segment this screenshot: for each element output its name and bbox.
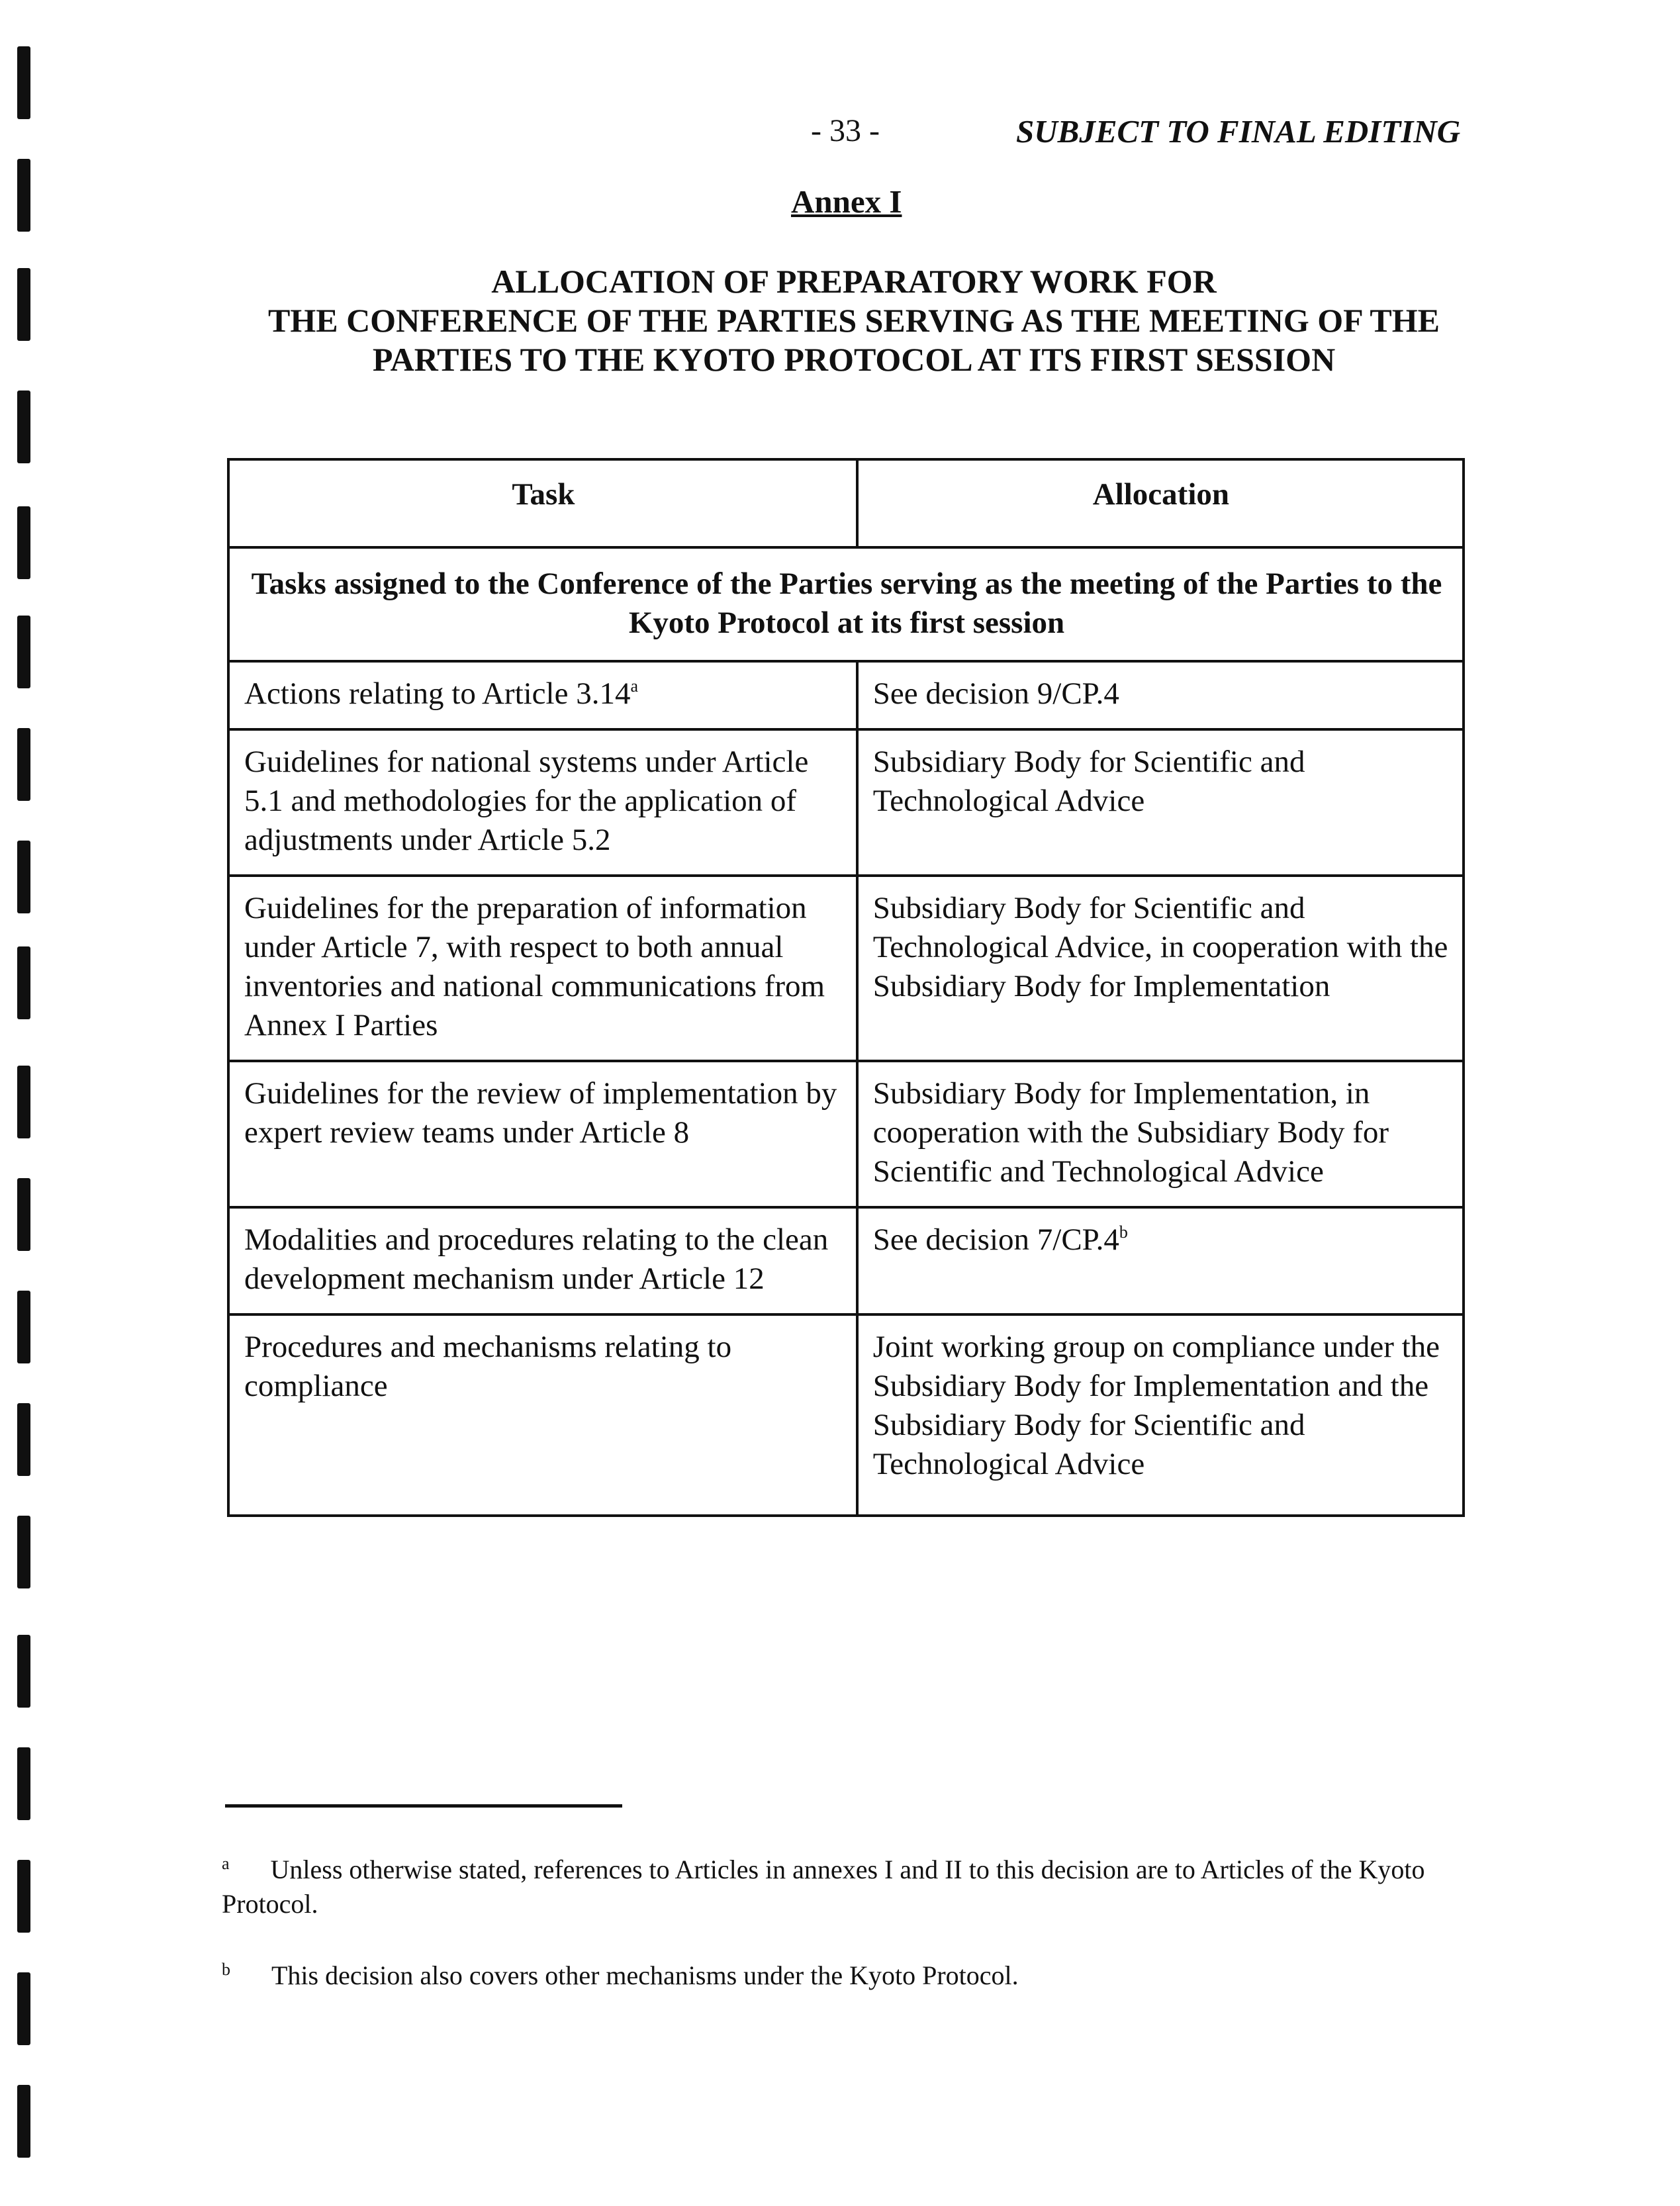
- table-row: [228, 1207, 1464, 1314]
- task-text: Guidelines for the review of implementation by expert review teams under Article 8: [244, 1076, 837, 1150]
- table-row: [228, 1314, 1464, 1516]
- allocation-text: See decision 7/CP.4: [872, 1222, 1119, 1257]
- allocation-text: Subsidiary Body for Implementation, in cooperation with the Subsidiary Body for Scientific and Technological Advice: [872, 1076, 1389, 1189]
- column-header-task: Task: [228, 459, 857, 547]
- task-text: Guidelines for national systems under Article 5.1 and methodologies for the application of adjustments under Article 5.2: [244, 745, 809, 857]
- title-line: ALLOCATION OF PREPARATORY WORK FOR: [491, 263, 1217, 300]
- allocation-cell: [857, 1061, 1464, 1207]
- footnote: [222, 1953, 1446, 1993]
- task-text: Modalities and procedures relating to the clean development mechanism under Article 12: [244, 1222, 829, 1296]
- allocation-text: Subsidiary Body for Scientific and Technological Advice, in cooperation with the Subsidiary Body for Implementation: [872, 891, 1448, 1003]
- task-cell: [228, 876, 857, 1061]
- allocation-cell: [857, 1207, 1464, 1314]
- section-heading: Tasks assigned to the Conference of the Parties serving as the meeting of the Parties to the Kyoto Protocol at its first session: [228, 547, 1464, 661]
- task-cell: [228, 1207, 857, 1314]
- task-text: Procedures and mechanisms relating to compliance: [244, 1330, 732, 1403]
- task-cell: [228, 661, 857, 729]
- allocation-cell: [857, 876, 1464, 1061]
- task-cell: [228, 1314, 857, 1516]
- editing-status-note: SUBJECT TO FINAL EDITING: [1016, 113, 1461, 150]
- footnote-text: Unless otherwise stated, references to Articles in annexes I and II to this decision are to Articles of the Kyoto Protocol.: [222, 1855, 1425, 1919]
- allocation-cell: [857, 1314, 1464, 1516]
- allocation-text: See decision 9/CP.4: [872, 676, 1119, 711]
- table-row: [228, 729, 1464, 876]
- title-line: PARTIES TO THE KYOTO PROTOCOL AT ITS FIRST SESSION: [372, 341, 1336, 378]
- table-section-row: [228, 547, 1464, 661]
- footnote-mark: a: [222, 1854, 230, 1873]
- footnote-divider: [225, 1804, 622, 1808]
- footnote: [222, 1847, 1446, 1921]
- page-number: - 33 -: [811, 113, 880, 148]
- task-cell: [228, 1061, 857, 1207]
- footnote-mark: b: [222, 1960, 230, 1979]
- allocation-text: Subsidiary Body for Scientific and Technological Advice: [872, 745, 1305, 818]
- binder-punch-marks: [0, 46, 40, 2197]
- allocation-cell: [857, 661, 1464, 729]
- title-line: THE CONFERENCE OF THE PARTIES SERVING AS THE MEETING OF THE: [267, 302, 1440, 339]
- allocation-text: Joint working group on compliance under the Subsidiary Body for Implementation and the Subsidiary Body for Scientific and Technological Advice: [872, 1330, 1440, 1481]
- annex-label: Annex I: [791, 183, 902, 220]
- table-row: [228, 876, 1464, 1061]
- task-text: Guidelines for the preparation of information under Article 7, with respect to both annual inventories and national communications from Annex I Parties: [244, 891, 825, 1042]
- footnote-ref: b: [1119, 1222, 1128, 1242]
- task-cell: [228, 729, 857, 876]
- footnote-ref: a: [630, 676, 639, 696]
- allocation-table: [227, 458, 1465, 1517]
- task-text: Actions relating to Article 3.14: [244, 676, 631, 711]
- table-row: [228, 661, 1464, 729]
- table-header-row: [228, 459, 1464, 547]
- column-header-allocation: Allocation: [857, 459, 1464, 547]
- table-row: [228, 1061, 1464, 1207]
- allocation-cell: [857, 729, 1464, 876]
- footnote-text: This decision also covers other mechanisms under the Kyoto Protocol.: [271, 1960, 1019, 1990]
